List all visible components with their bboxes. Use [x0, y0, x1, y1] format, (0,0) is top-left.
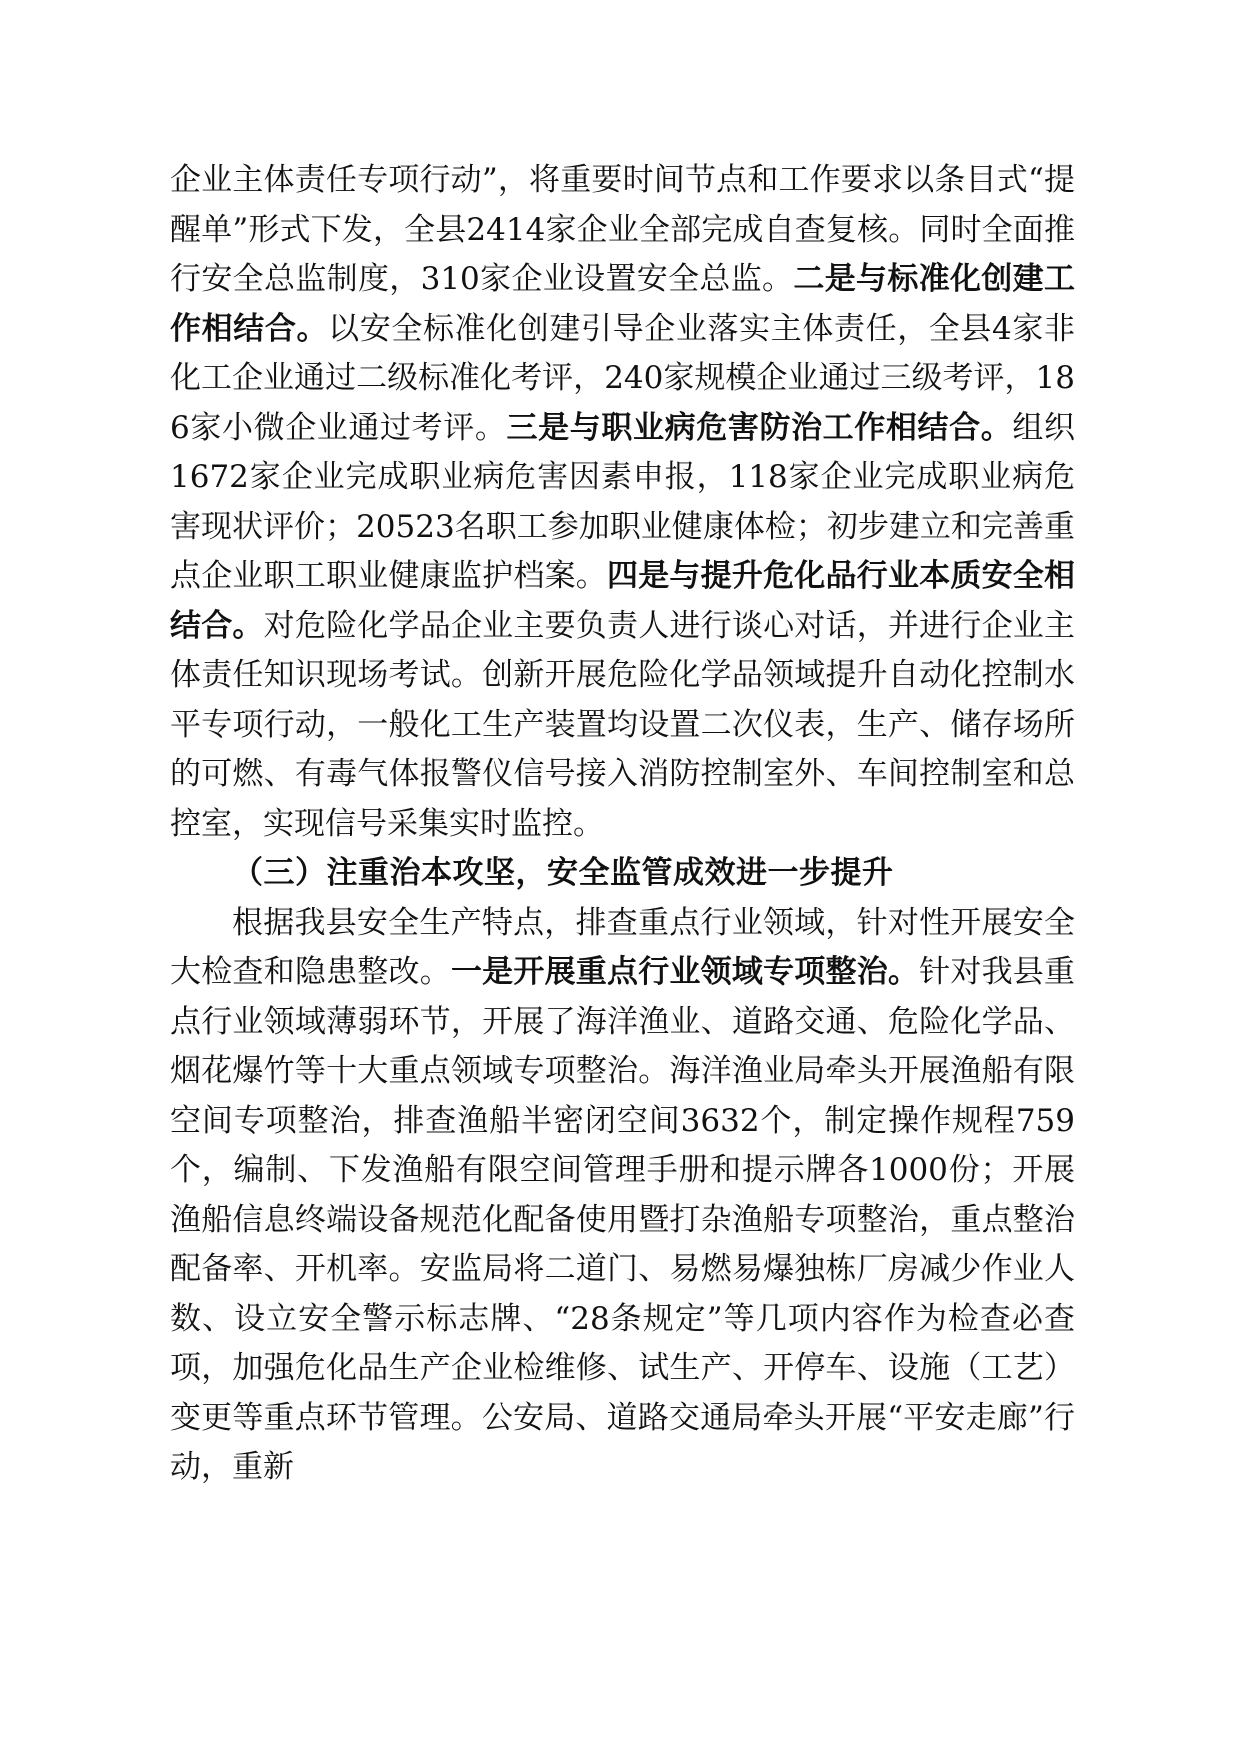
- paragraph-text: 针对我县重点行业领域薄弱环节，开展了海洋渔业、道路交通、危险化学品、烟花爆竹等十大重点领域专项整治。海洋渔业局牵头开展渔船有限空间专项整治，排查渔船半密闭空间3632个，制定操作规程759个，编制、下发渔船有限空间管理手册和提示牌各1000份；开展渔船信息终端设备规范化配备使用暨打杂渔船专项整治，重点整治配备率、开机率。安监局将二道门、易燃易爆独栋厂房减少作业人数、设立安全警示标志牌、“28条规定”等几项内容作为检查必查项，加强危化品生产企业检维修、试生产、开停车、设施（工艺）变更等重点环节管理。公安局、道路交通局牵头开展“平安走廊”行动，重新: [170, 954, 1076, 1485]
- bold-lead-text: 二是与标准化创建工作相结合。: [170, 261, 1076, 347]
- bold-lead-text: 三是与职业病危害防治工作相结合。: [506, 409, 1013, 446]
- section-heading: （三）注重治本攻坚，安全监管成效进一步提升: [232, 855, 894, 891]
- paragraph-text: 对危险化学品企业主要负责人进行谈心对话，并进行企业主体责任知识现场考试。创新开展危险化学品领域提升自动化控制水平专项行动，一般化工生产装置均设置二次仪表，生产、储存场所的可燃、有毒气体报警仪信号接入消防控制室外、车间控制室和总控室，实现信号采集实时监控。: [170, 607, 1076, 842]
- paragraph-text: 组织1672家企业完成职业病危害因素申报，118家企业完成职业病危害现状评价；20523名职工参加职业健康体检；初步建立和完善重点企业职工职业健康监护档案。: [170, 409, 1076, 594]
- paragraph-text: 以安全标准化创建引导企业落实主体责任，全县4家非化工企业通过二级标准化考评，240家规模企业通过三级考评，186家小微企业通过考评。: [170, 310, 1075, 446]
- document-body: [170, 156, 1075, 1493]
- bold-lead-text: 一是开展重点行业领域专项整治。: [450, 954, 920, 990]
- body-paragraph: [170, 899, 1075, 1493]
- body-paragraph: [170, 156, 1075, 849]
- bold-lead-text: 四是与提升危化品行业本质安全相结合。: [170, 558, 1075, 644]
- paragraph-text: 企业主体责任专项行动”，将重要时间节点和工作要求以条目式“提醒单”形式下发，全县2414家企业全部完成自查复核。同时全面推行安全总监制度，310家企业设置安全总监。: [170, 162, 1075, 297]
- paragraph-text: 根据我县安全生产特点，排查重点行业领域，针对性开展安全大检查和隐患整改。: [170, 904, 1075, 990]
